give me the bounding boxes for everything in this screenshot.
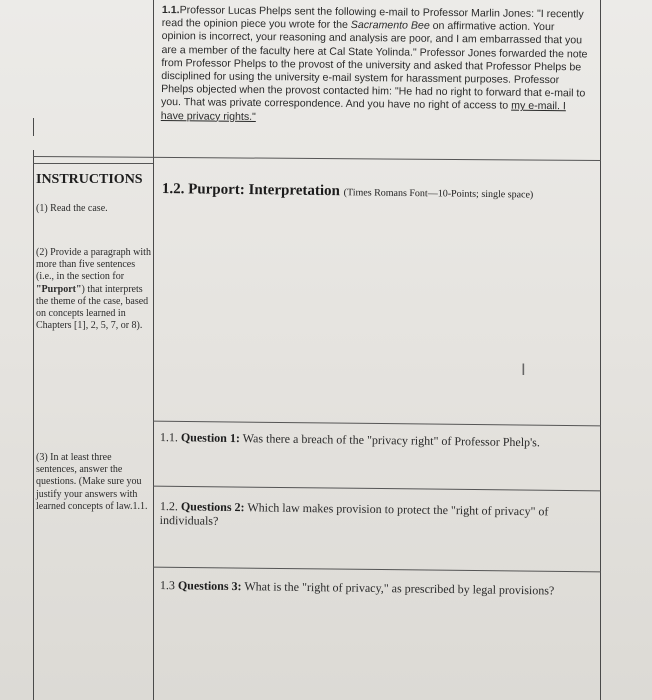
left-table-border	[33, 150, 34, 700]
question-2-label: Questions 2:	[180, 499, 245, 515]
left-margin-mark	[33, 118, 34, 136]
question-2	[160, 499, 580, 533]
question-3-label: Questions 3:	[177, 578, 242, 594]
row-divider-top	[33, 156, 601, 161]
purport-answer-area[interactable]	[156, 214, 596, 419]
row-divider-top-double	[33, 163, 153, 164]
question-1-number: 1.1.	[159, 430, 178, 445]
row-divider-question1	[153, 486, 601, 492]
purport-heading	[162, 181, 602, 203]
case-text-after: on affirmative action. Your opinion is incorrect, your reasoning and analysis are poor, and I am embarrassed that you are a member of the faculty here at Cal State Yolinda." Professor Jones forwarded the note from Professor Phelps to the provost of the university and asked that Professor Phelps be disciplined for using the university e-mail system for harassment purposes. Professor Phelps objected when the provost contacted him: "He had no right to forward that e-mail to you. That was private correspondence. And you have no right of access to	[160, 20, 588, 113]
case-text-before: Professor Lucas Phelps sent the following e-mail to Professor Marlin Jones: "I recently read the opinion piece you wrote for the	[161, 4, 584, 32]
row-divider-question2	[153, 567, 601, 573]
case-paragraph	[161, 4, 590, 127]
case-number: 1.1.	[161, 4, 180, 17]
text-cursor-icon: I	[521, 360, 526, 379]
column-divider	[153, 0, 154, 700]
question-1	[160, 430, 580, 450]
instruction-step-2-part-a: (2) Provide a paragraph with more than five sentences (i.e., in the section for	[36, 247, 151, 283]
instruction-step-1: (1) Read the case.	[36, 203, 108, 214]
purport-font-note: (Times Romans Font—10-Points; single space)	[343, 187, 534, 201]
purport-heading-title: 1.2. Purport: Interpretation	[161, 181, 341, 200]
case-text-underlined: my e-mail. I have privacy rights."	[160, 100, 566, 123]
question-1-text: Was there a breach of the "privacy right" of Professor Phelp's.	[242, 431, 541, 450]
row-divider-purport	[153, 421, 601, 427]
question-1-answer-area[interactable]	[156, 462, 596, 486]
question-1-label: Question 1:	[180, 430, 241, 446]
question-3	[160, 578, 580, 598]
instruction-step-2	[36, 247, 154, 332]
instruction-step-2-part-b: ) that interprets the theme of the case, based on concepts learned in Chapters [1], 2, 5, 7, or 8).	[36, 283, 149, 332]
question-3-answer-area[interactable]	[156, 612, 596, 696]
question-2-text: Which law makes provision to protect the "right of privacy" of individuals?	[159, 500, 549, 528]
instructions-title: INSTRUCTIONS	[36, 172, 143, 187]
case-publication: Sacramento Bee	[350, 19, 430, 33]
right-table-border	[600, 0, 601, 700]
question-2-answer-area[interactable]	[156, 533, 596, 567]
question-3-number: 1.3	[159, 578, 175, 593]
question-3-text: What is the "right of privacy," as prescribed by legal provisions?	[244, 579, 555, 598]
instruction-step-3: (3) In at least three sentences, answer the questions. (Make sure you justify your answers with learned concepts of law.1.1.	[36, 452, 148, 512]
question-2-number: 1.2.	[159, 499, 178, 514]
instruction-step-2-purport: "Purport"	[36, 283, 82, 295]
